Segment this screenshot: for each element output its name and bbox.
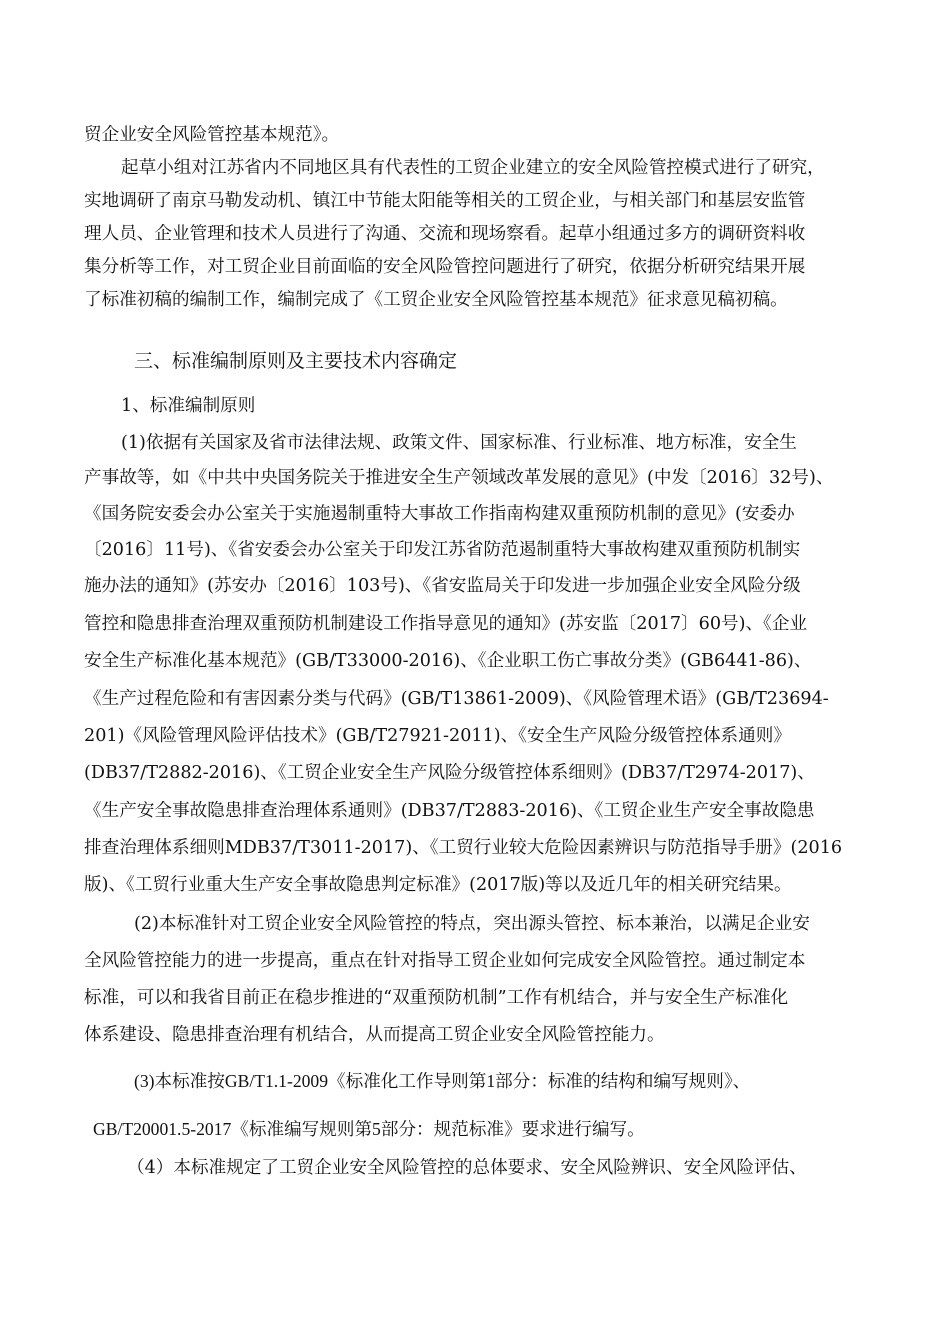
paragraph-line: (2)本标准针对工贸企业安全风险管控的特点，突出源头管控、标本兼治，以满足企业安 — [134, 914, 810, 934]
paragraph-line: 集分析等工作，对工贸企业目前面临的安全风险管控问题进行了研究，依据分析研究结果开展 — [84, 257, 806, 277]
paragraph-line: (DB37/T2882-2016)、《工贸企业安全生产风险分级管控体系细则》(DB37/T2974-2017)、 — [84, 763, 815, 783]
paragraph-line: 《生产过程危险和有害因素分类与代码》(GB/T13861-2009)、《风险管理术语》(GB/T23694- — [84, 689, 829, 709]
paragraph-line: 标准，可以和我省目前正在稳步推进的“双重预防机制”工作有机结合，并与安全生产标准化 — [84, 988, 789, 1008]
paragraph-line: 〔2016〕11号)、《省安委会办公室关于印发江苏省防范遏制重特大事故构建双重预防机制实 — [84, 540, 801, 560]
paragraph-line: 安全生产标准化基本规范》(GB/T33000-2016)、《企业职工伤亡事故分类》(GB6441-86)、 — [84, 651, 812, 671]
paragraph-line: 施办法的通知》(苏安办〔2016〕103号)、《省安监局关于印发进一步加强企业安全风险分级 — [84, 576, 801, 596]
paragraph-line: 管控和隐患排查治理双重预防机制建设工作指导意见的通知》(苏安监〔2017〕60号)、《企业 — [84, 614, 808, 634]
paragraph-line: 全风险管控能力的进一步提高，重点在针对指导工贸企业如何完成安全风险管控。通过制定本 — [84, 951, 806, 971]
paragraph-line: (3)本标准按GB/T1.1-2009《标准化工作导则第1部分：标准的结构和编写规则》、 — [134, 1071, 751, 1091]
paragraph-line: 起草小组对江苏省内不同地区具有代表性的工贸企业建立的安全风险管控模式进行了研究， — [121, 158, 825, 178]
subsection-heading: 1、标准编制原则 — [121, 396, 256, 416]
paragraph-line: 《生产安全事故隐患排查治理体系通则》(DB37/T2883-2016)、《工贸企业生产安全事故隐患 — [84, 801, 815, 821]
paragraph-line: 《国务院安委会办公室关于实施遏制重特大事故工作指南构建双重预防机制的意见》(安委办 — [84, 504, 795, 524]
paragraph-line: 排查治理体系细则MDB37/T3011-2017)、《工贸行业较大危险因素辨识与防范指导手册》(2016 — [84, 838, 843, 858]
paragraph-line: 201)《风险管理风险评估技术》(GB/T27921-2011)、《安全生产风险分级管控体系通则》 — [84, 726, 791, 746]
paragraph-line: 体系建设、隐患排查治理有机结合，从而提高工贸企业安全风险管控能力。 — [84, 1025, 665, 1045]
paragraph-line: 实地调研了南京马勒发动机、镇江中节能太阳能等相关的工贸企业，与相关部门和基层安监管 — [84, 191, 806, 211]
section-heading: 三、标准编制原则及主要技术内容确定 — [134, 350, 458, 372]
paragraph-line: 了标准初稿的编制工作，编制完成了《工贸企业安全风险管控基本规范》征求意见稿初稿。 — [84, 290, 788, 310]
paragraph-line: 产事故等，如《中共中央国务院关于推进安全生产领域改革发展的意见》(中发〔2016〕32号)、 — [84, 468, 834, 488]
paragraph-line: 版)、《工贸行业重大生产安全事故隐患判定标准》(2017版)等以及近几年的相关研究结果。 — [84, 875, 792, 895]
paragraph-line: 理人员、企业管理和技术人员进行了沟通、交流和现场察看。起草小组通过多方的调研资料收 — [84, 224, 806, 244]
paragraph-line: (1)依据有关国家及省市法律法规、政策文件、国家标准、行业标准、地方标准，安全生 — [121, 433, 797, 453]
paragraph-line: GB/T20001.5-2017《标准编写规则第5部分：规范标准》要求进行编写。 — [93, 1119, 645, 1139]
paragraph-line: （4）本标准规定了工贸企业安全风险管控的总体要求、安全风险辨识、安全风险评估、 — [127, 1158, 807, 1178]
paragraph-line: 贸企业安全风险管控基本规范》。 — [84, 125, 340, 145]
